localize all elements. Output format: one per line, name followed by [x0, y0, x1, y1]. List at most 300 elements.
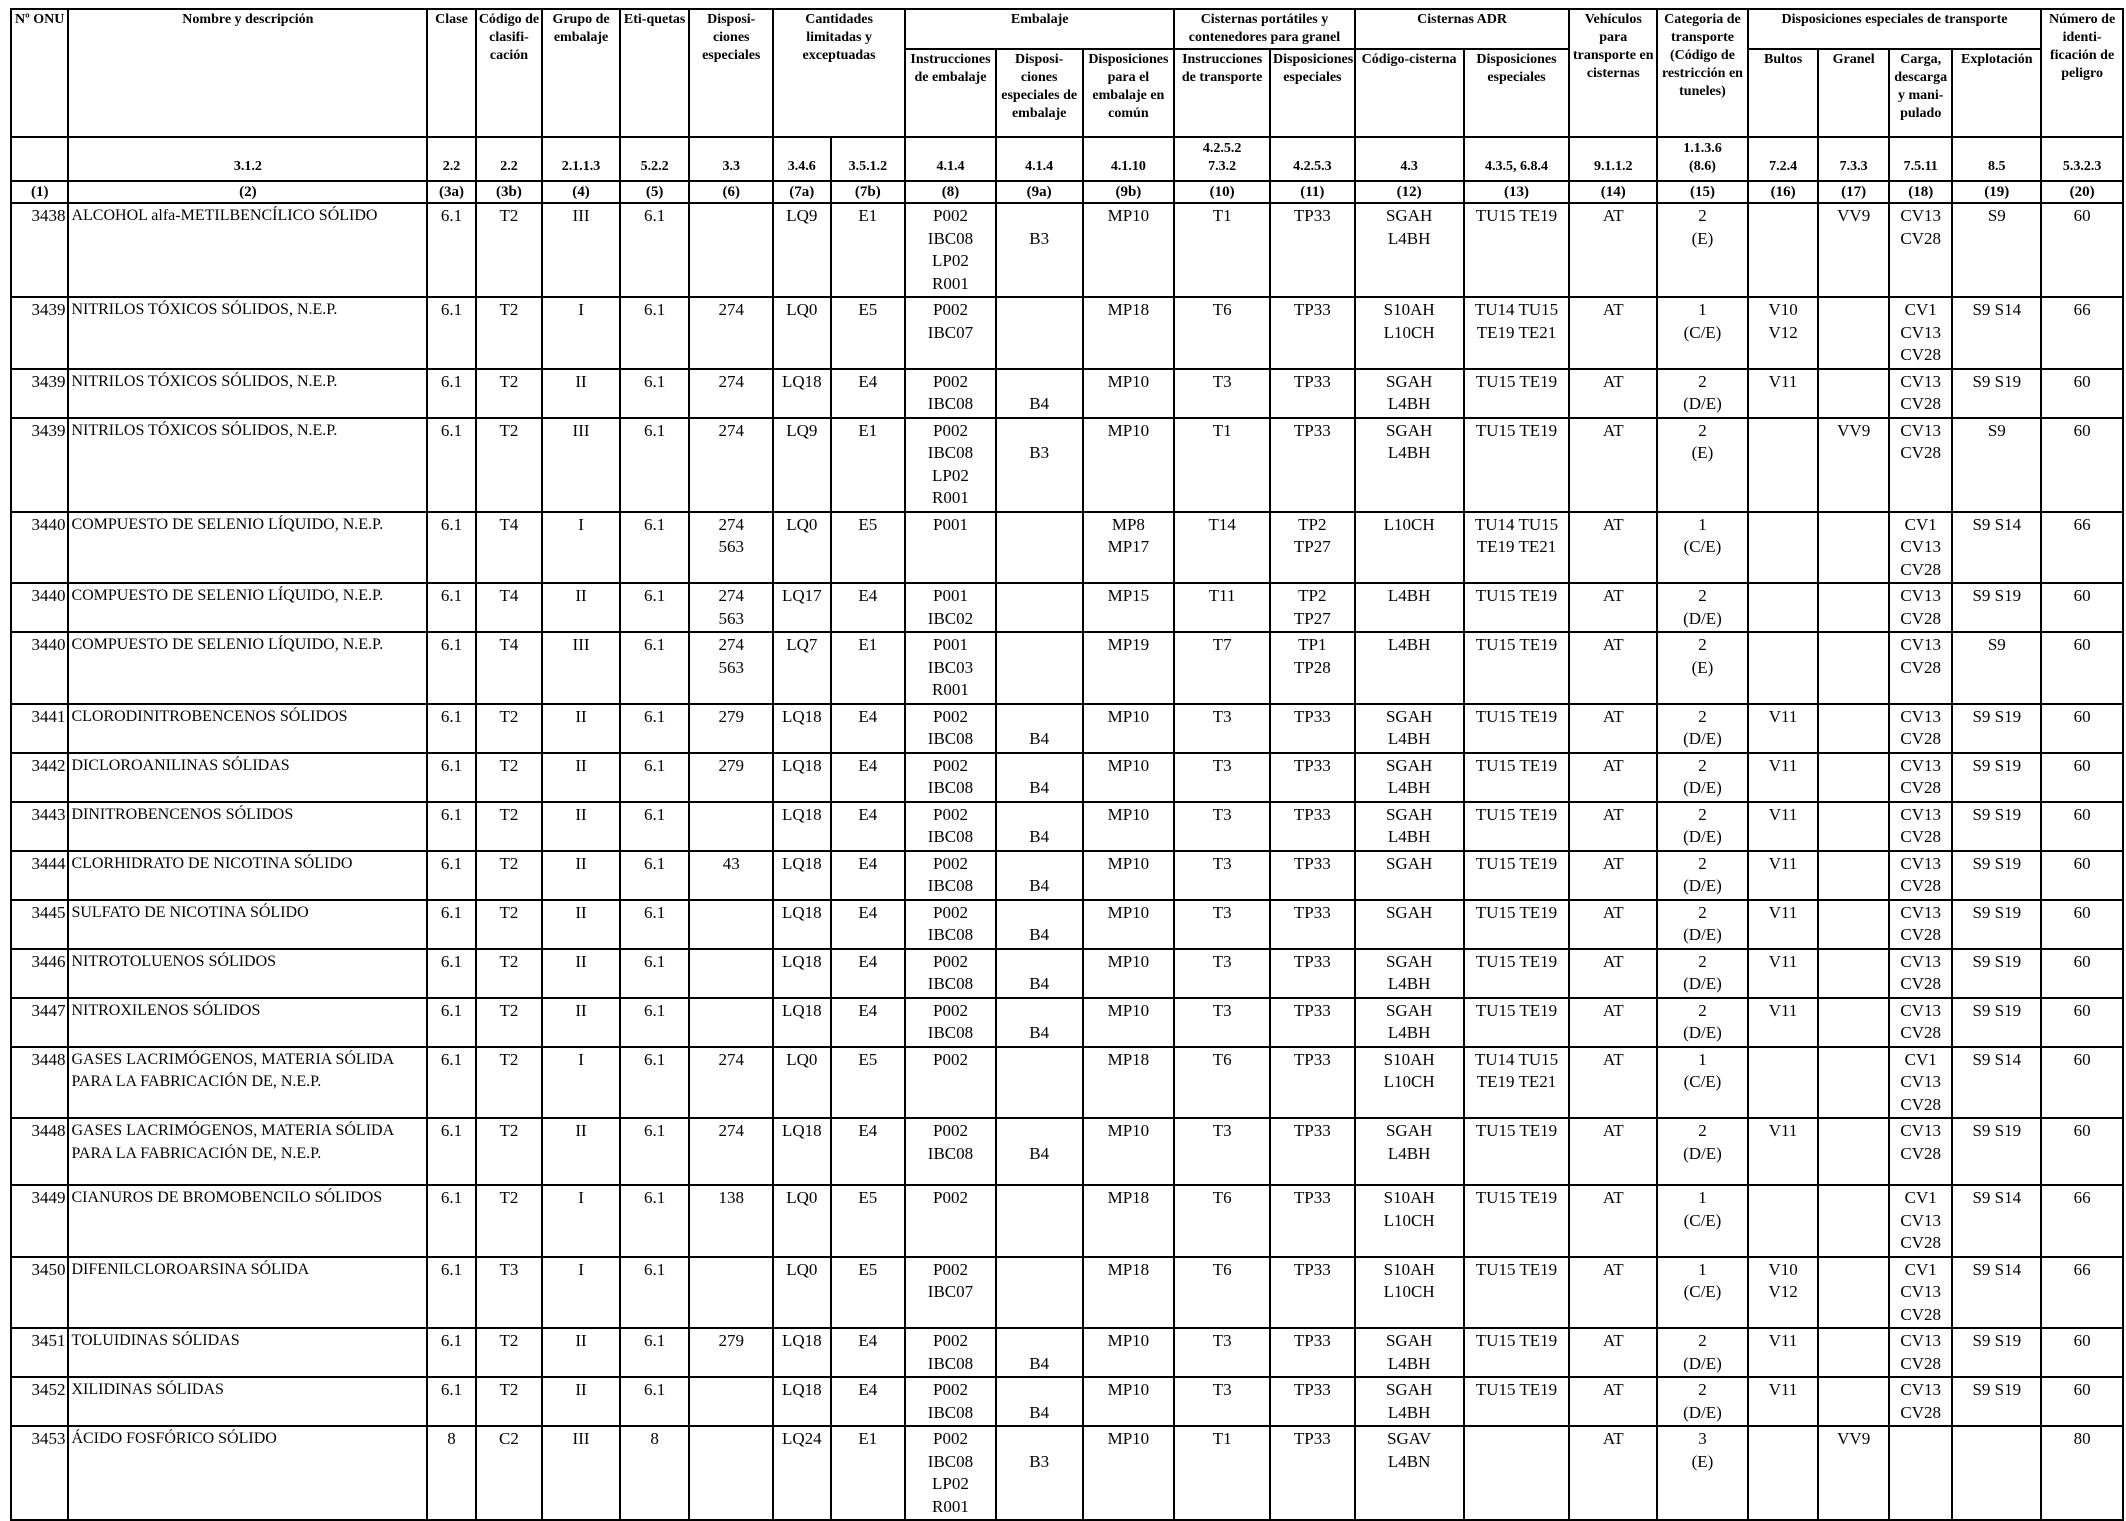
cell-adr-special-provisions: TU15 TE19 [1464, 369, 1570, 418]
cell-packing-instructions: P002 IBC07 [905, 297, 996, 369]
cell-classification-code: T2 [476, 949, 543, 998]
cell-transport-category: 3 (E) [1657, 1426, 1748, 1520]
cell-packing-instructions: P002 [905, 1185, 996, 1257]
cell-transport-instructions: T6 [1174, 1257, 1270, 1329]
cell-mixed-packing: MP10 [1083, 1118, 1175, 1185]
header-tank-code: Código-cisterna [1355, 49, 1464, 137]
cell-limited-quantity: LQ0 [773, 512, 830, 584]
cell-transport-category: 2 (D/E) [1657, 753, 1748, 802]
table-row [11, 851, 2123, 900]
column-number-cell: (12) [1355, 181, 1464, 203]
cell-substance-name: NITROXILENOS SÓLIDOS [68, 998, 427, 1047]
cell-class: 6.1 [427, 851, 475, 900]
cell-class: 6.1 [427, 512, 475, 584]
cell-class: 6.1 [427, 297, 475, 369]
cell-class: 6.1 [427, 418, 475, 512]
cell-adr-special-provisions: TU15 TE19 [1464, 1377, 1570, 1426]
cell-transport-category: 2 (D/E) [1657, 900, 1748, 949]
cell-tank-vehicle: AT [1569, 1426, 1657, 1520]
header-bulk: Granel [1818, 49, 1889, 137]
reference-cell: 3.5.1.2 [831, 137, 906, 181]
cell-tank-code: SGAH L4BH [1355, 753, 1464, 802]
cell-bulk-provisions: VV9 [1818, 1426, 1889, 1520]
cell-tank-vehicle: AT [1569, 949, 1657, 998]
cell-hazard-number: 60 [2041, 900, 2123, 949]
cell-portable-special-provisions: TP33 [1270, 851, 1355, 900]
cell-hazard-number: 60 [2041, 704, 2123, 753]
cell-packing-group: I [542, 1185, 620, 1257]
cell-hazard-number: 60 [2041, 1047, 2123, 1119]
cell-bulk-provisions [1818, 998, 1889, 1047]
cell-packing-group: II [542, 369, 620, 418]
cell-class: 6.1 [427, 1047, 475, 1119]
cell-packing-special-provisions [996, 1185, 1083, 1257]
cell-adr-special-provisions: TU15 TE19 [1464, 753, 1570, 802]
reference-cell: 3.1.2 [68, 137, 427, 181]
cell-classification-code: T2 [476, 851, 543, 900]
cell-transport-instructions: T6 [1174, 1047, 1270, 1119]
cell-mixed-packing: MP10 [1083, 949, 1175, 998]
cell-bulk-provisions [1818, 369, 1889, 418]
header-transport-instructions: Instrucciones de transporte [1174, 49, 1270, 137]
cell-packing-instructions: P002 IBC08 [905, 1328, 996, 1377]
column-number-cell: (10) [1174, 181, 1270, 203]
column-number-cell: (9a) [996, 181, 1083, 203]
cell-hazard-number: 60 [2041, 1377, 2123, 1426]
cell-excepted-quantity: E4 [831, 851, 906, 900]
cell-special-provisions: 279 [689, 704, 773, 753]
cell-labels: 6.1 [620, 704, 690, 753]
cell-packing-group: I [542, 512, 620, 584]
reference-cell: 7.5.11 [1889, 137, 1953, 181]
reference-cell: 4.2.5.2 7.3.2 [1174, 137, 1270, 181]
cell-transport-instructions: T6 [1174, 297, 1270, 369]
header-group-transport-provisions: Disposiciones especiales de transporte [1748, 9, 2041, 49]
cell-onu-number: 3443 [11, 802, 68, 851]
cell-operation-provisions: S9 S19 [1952, 851, 2041, 900]
cell-tank-code: SGAH L4BH [1355, 1328, 1464, 1377]
cell-labels: 6.1 [620, 802, 690, 851]
cell-portable-special-provisions: TP33 [1270, 1377, 1355, 1426]
cell-hazard-number: 60 [2041, 369, 2123, 418]
column-number-cell: (5) [620, 181, 690, 203]
column-number-cell: (20) [2041, 181, 2123, 203]
column-number-cell: (6) [689, 181, 773, 203]
cell-onu-number: 3440 [11, 632, 68, 704]
cell-loading-provisions: CV13 CV28 [1889, 802, 1953, 851]
header-labels: Eti-quetas [620, 9, 690, 137]
cell-special-provisions: 274 [689, 1047, 773, 1119]
cell-packing-group: II [542, 802, 620, 851]
cell-bulk-provisions [1818, 632, 1889, 704]
cell-special-provisions [689, 949, 773, 998]
reference-cell: 7.2.4 [1748, 137, 1819, 181]
cell-substance-name: COMPUESTO DE SELENIO LÍQUIDO, N.E.P. [68, 632, 427, 704]
cell-packing-group: II [542, 949, 620, 998]
cell-substance-name: NITRILOS TÓXICOS SÓLIDOS, N.E.P. [68, 369, 427, 418]
cell-packing-group: III [542, 632, 620, 704]
cell-excepted-quantity: E4 [831, 753, 906, 802]
cell-class: 6.1 [427, 632, 475, 704]
cell-excepted-quantity: E4 [831, 369, 906, 418]
cell-adr-special-provisions: TU15 TE19 [1464, 632, 1570, 704]
cell-hazard-number: 66 [2041, 1257, 2123, 1329]
cell-loading-provisions: CV13 CV28 [1889, 1328, 1953, 1377]
cell-mixed-packing: MP18 [1083, 1047, 1175, 1119]
cell-mixed-packing: MP15 [1083, 583, 1175, 632]
cell-loading-provisions: CV13 CV28 [1889, 998, 1953, 1047]
column-number-cell: (3a) [427, 181, 475, 203]
cell-loading-provisions: CV13 CV28 [1889, 753, 1953, 802]
cell-bulk-provisions [1818, 1377, 1889, 1426]
table-row [11, 1185, 2123, 1257]
cell-adr-special-provisions: TU15 TE19 [1464, 998, 1570, 1047]
references-row [11, 137, 2123, 181]
cell-packing-group: II [542, 704, 620, 753]
table-row [11, 753, 2123, 802]
cell-loading-provisions: CV1 CV13 CV28 [1889, 297, 1953, 369]
cell-loading-provisions: CV13 CV28 [1889, 851, 1953, 900]
cell-onu-number: 3448 [11, 1118, 68, 1185]
reference-cell: 1.1.3.6 (8.6) [1657, 137, 1748, 181]
table-row [11, 900, 2123, 949]
reference-cell: 3.4.6 [773, 137, 830, 181]
cell-mixed-packing: MP10 [1083, 369, 1175, 418]
cell-tank-vehicle: AT [1569, 998, 1657, 1047]
header-adr-special-provisions: Disposiciones especiales [1464, 49, 1570, 137]
cell-labels: 6.1 [620, 1377, 690, 1426]
cell-excepted-quantity: E5 [831, 297, 906, 369]
cell-transport-instructions: T1 [1174, 418, 1270, 512]
cell-packing-special-provisions: B4 [996, 704, 1083, 753]
cell-portable-special-provisions: TP33 [1270, 369, 1355, 418]
cell-onu-number: 3451 [11, 1328, 68, 1377]
cell-packing-group: II [542, 583, 620, 632]
cell-labels: 6.1 [620, 583, 690, 632]
cell-transport-category: 2 (D/E) [1657, 802, 1748, 851]
cell-special-provisions: 279 [689, 753, 773, 802]
cell-transport-category: 2 (D/E) [1657, 704, 1748, 753]
cell-transport-instructions: T3 [1174, 998, 1270, 1047]
cell-loading-provisions: CV13 CV28 [1889, 632, 1953, 704]
header-portable-special-provisions: Disposiciones especiales [1270, 49, 1355, 137]
cell-transport-category: 2 (D/E) [1657, 851, 1748, 900]
cell-hazard-number: 66 [2041, 512, 2123, 584]
cell-bulk-provisions [1818, 512, 1889, 584]
cell-substance-name: GASES LACRIMÓGENOS, MATERIA SÓLIDA PARA LA FABRICACIÓN DE, N.E.P. [68, 1118, 427, 1185]
cell-bulk-provisions [1818, 851, 1889, 900]
table-row [11, 297, 2123, 369]
cell-operation-provisions: S9 S19 [1952, 753, 2041, 802]
cell-loading-provisions: CV13 CV28 [1889, 900, 1953, 949]
cell-excepted-quantity: E4 [831, 998, 906, 1047]
table-row [11, 418, 2123, 512]
header-onu-number: Nº ONU [11, 9, 68, 137]
dangerous-goods-table [10, 8, 2124, 1521]
cell-class: 6.1 [427, 1118, 475, 1185]
cell-packages-provisions: V11 [1748, 900, 1819, 949]
cell-tank-vehicle: AT [1569, 418, 1657, 512]
reference-cell: 8.5 [1952, 137, 2041, 181]
cell-hazard-number: 60 [2041, 1118, 2123, 1185]
cell-special-provisions [689, 900, 773, 949]
cell-onu-number: 3442 [11, 753, 68, 802]
column-number-cell: (7a) [773, 181, 830, 203]
cell-substance-name: COMPUESTO DE SELENIO LÍQUIDO, N.E.P. [68, 583, 427, 632]
cell-onu-number: 3439 [11, 297, 68, 369]
cell-transport-category: 2 (D/E) [1657, 583, 1748, 632]
column-number-cell: (7b) [831, 181, 906, 203]
cell-loading-provisions: CV13 CV28 [1889, 704, 1953, 753]
cell-packages-provisions: V11 [1748, 753, 1819, 802]
cell-portable-special-provisions: TP33 [1270, 704, 1355, 753]
cell-mixed-packing: MP10 [1083, 851, 1175, 900]
cell-packing-special-provisions [996, 583, 1083, 632]
cell-excepted-quantity: E5 [831, 1185, 906, 1257]
cell-transport-instructions: T3 [1174, 704, 1270, 753]
cell-tank-vehicle: AT [1569, 900, 1657, 949]
cell-mixed-packing: MP10 [1083, 802, 1175, 851]
cell-loading-provisions: CV1 CV13 CV28 [1889, 1257, 1953, 1329]
column-number-cell: (2) [68, 181, 427, 203]
cell-adr-special-provisions: TU15 TE19 [1464, 704, 1570, 753]
cell-loading-provisions: CV1 CV13 CV28 [1889, 512, 1953, 584]
cell-limited-quantity: LQ18 [773, 704, 830, 753]
cell-tank-code: SGAH L4BH [1355, 418, 1464, 512]
cell-packages-provisions: V11 [1748, 369, 1819, 418]
cell-classification-code: T2 [476, 900, 543, 949]
cell-classification-code: T4 [476, 583, 543, 632]
cell-packing-group: II [542, 753, 620, 802]
cell-onu-number: 3439 [11, 418, 68, 512]
cell-classification-code: T2 [476, 203, 543, 297]
cell-operation-provisions: S9 S19 [1952, 369, 2041, 418]
column-number-cell: (1) [11, 181, 68, 203]
cell-classification-code: T2 [476, 802, 543, 851]
column-number-cell: (8) [905, 181, 996, 203]
cell-labels: 6.1 [620, 900, 690, 949]
cell-labels: 6.1 [620, 1118, 690, 1185]
cell-transport-instructions: T3 [1174, 753, 1270, 802]
cell-onu-number: 3440 [11, 512, 68, 584]
cell-hazard-number: 60 [2041, 418, 2123, 512]
cell-class: 6.1 [427, 949, 475, 998]
cell-transport-category: 2 (D/E) [1657, 1328, 1748, 1377]
cell-special-provisions [689, 203, 773, 297]
cell-adr-special-provisions: TU15 TE19 [1464, 1257, 1570, 1329]
cell-limited-quantity: LQ18 [773, 998, 830, 1047]
cell-tank-code: S10AH L10CH [1355, 1047, 1464, 1119]
cell-packages-provisions [1748, 1047, 1819, 1119]
cell-transport-instructions: T7 [1174, 632, 1270, 704]
cell-special-provisions [689, 1426, 773, 1520]
header-hazard-number: Número de identi-ficación de peligro [2041, 9, 2123, 137]
cell-substance-name: CLORHIDRATO DE NICOTINA SÓLIDO [68, 851, 427, 900]
column-number-cell: (14) [1569, 181, 1657, 203]
cell-operation-provisions: S9 S19 [1952, 1118, 2041, 1185]
cell-classification-code: T2 [476, 753, 543, 802]
cell-adr-special-provisions: TU14 TU15 TE19 TE21 [1464, 1047, 1570, 1119]
table-row [11, 998, 2123, 1047]
cell-adr-special-provisions: TU15 TE19 [1464, 900, 1570, 949]
cell-packing-instructions: P002 IBC08 [905, 1377, 996, 1426]
header-tank-vehicles: Vehículos para transporte en cisternas [1569, 9, 1657, 137]
cell-packages-provisions: V11 [1748, 998, 1819, 1047]
cell-packages-provisions [1748, 418, 1819, 512]
cell-packing-special-provisions: B4 [996, 851, 1083, 900]
cell-excepted-quantity: E4 [831, 1118, 906, 1185]
cell-transport-instructions: T3 [1174, 949, 1270, 998]
cell-packing-instructions: P002 IBC08 [905, 851, 996, 900]
reference-cell: 3.3 [689, 137, 773, 181]
cell-transport-instructions: T14 [1174, 512, 1270, 584]
cell-transport-instructions: T3 [1174, 369, 1270, 418]
cell-mixed-packing: MP10 [1083, 900, 1175, 949]
cell-packing-special-provisions: B4 [996, 369, 1083, 418]
cell-classification-code: T2 [476, 1185, 543, 1257]
cell-operation-provisions: S9 [1952, 203, 2041, 297]
cell-substance-name: DICLOROANILINAS SÓLIDAS [68, 753, 427, 802]
cell-tank-code: SGAH [1355, 851, 1464, 900]
cell-transport-category: 1 (C/E) [1657, 1185, 1748, 1257]
cell-substance-name: CLORODINITROBENCENOS SÓLIDOS [68, 704, 427, 753]
cell-substance-name: ÁCIDO FOSFÓRICO SÓLIDO [68, 1426, 427, 1520]
cell-onu-number: 3449 [11, 1185, 68, 1257]
cell-tank-vehicle: AT [1569, 512, 1657, 584]
cell-tank-code: S10AH L10CH [1355, 1257, 1464, 1329]
reference-cell: 4.1.10 [1083, 137, 1175, 181]
cell-packing-special-provisions [996, 512, 1083, 584]
cell-operation-provisions: S9 [1952, 418, 2041, 512]
header-special-provisions: Disposi-ciones especiales [689, 9, 773, 137]
cell-classification-code: T2 [476, 704, 543, 753]
cell-packages-provisions [1748, 1426, 1819, 1520]
cell-bulk-provisions [1818, 753, 1889, 802]
cell-special-provisions: 274 [689, 418, 773, 512]
cell-transport-category: 2 (D/E) [1657, 369, 1748, 418]
cell-portable-special-provisions: TP33 [1270, 900, 1355, 949]
table-row [11, 369, 2123, 418]
cell-loading-provisions: CV13 CV28 [1889, 583, 1953, 632]
cell-class: 6.1 [427, 998, 475, 1047]
cell-labels: 6.1 [620, 949, 690, 998]
cell-packing-instructions: P002 IBC08 LP02 R001 [905, 418, 996, 512]
cell-transport-category: 2 (D/E) [1657, 949, 1748, 998]
cell-packages-provisions: V11 [1748, 949, 1819, 998]
cell-packing-instructions: P002 IBC08 [905, 900, 996, 949]
cell-bulk-provisions [1818, 297, 1889, 369]
cell-packing-special-provisions: B4 [996, 1328, 1083, 1377]
cell-hazard-number: 60 [2041, 203, 2123, 297]
column-number-cell: (15) [1657, 181, 1748, 203]
cell-bulk-provisions: VV9 [1818, 418, 1889, 512]
cell-mixed-packing: MP18 [1083, 1185, 1175, 1257]
header-group-packaging: Embalaje [905, 9, 1174, 49]
column-number-cell: (18) [1889, 181, 1953, 203]
cell-packages-provisions [1748, 512, 1819, 584]
cell-packing-instructions: P002 IBC07 [905, 1257, 996, 1329]
cell-adr-special-provisions: TU15 TE19 [1464, 1185, 1570, 1257]
cell-bulk-provisions [1818, 1185, 1889, 1257]
reference-cell: 2.1.1.3 [542, 137, 620, 181]
cell-limited-quantity: LQ18 [773, 1328, 830, 1377]
cell-loading-provisions: CV1 CV13 CV28 [1889, 1185, 1953, 1257]
cell-packing-special-provisions: B4 [996, 753, 1083, 802]
cell-mixed-packing: MP10 [1083, 998, 1175, 1047]
header-group-adr-tanks: Cisternas ADR [1355, 9, 1570, 49]
table-row [11, 203, 2123, 297]
cell-operation-provisions: S9 S14 [1952, 1047, 2041, 1119]
cell-packages-provisions: V10 V12 [1748, 297, 1819, 369]
cell-substance-name: GASES LACRIMÓGENOS, MATERIA SÓLIDA PARA LA FABRICACIÓN DE, N.E.P. [68, 1047, 427, 1119]
cell-labels: 6.1 [620, 851, 690, 900]
reference-cell: 4.3 [1355, 137, 1464, 181]
cell-transport-category: 2 (D/E) [1657, 1377, 1748, 1426]
cell-packing-instructions: P002 [905, 1047, 996, 1119]
cell-classification-code: T3 [476, 1257, 543, 1329]
cell-packing-group: I [542, 1257, 620, 1329]
cell-tank-vehicle: AT [1569, 1377, 1657, 1426]
cell-packing-group: II [542, 851, 620, 900]
cell-tank-vehicle: AT [1569, 1185, 1657, 1257]
cell-mixed-packing: MP18 [1083, 297, 1175, 369]
cell-onu-number: 3452 [11, 1377, 68, 1426]
cell-packing-group: I [542, 297, 620, 369]
cell-adr-special-provisions: TU15 TE19 [1464, 1118, 1570, 1185]
cell-classification-code: T2 [476, 369, 543, 418]
cell-tank-code: SGAH L4BH [1355, 949, 1464, 998]
cell-labels: 6.1 [620, 1185, 690, 1257]
cell-portable-special-provisions: TP33 [1270, 203, 1355, 297]
cell-transport-instructions: T3 [1174, 802, 1270, 851]
cell-mixed-packing: MP8 MP17 [1083, 512, 1175, 584]
cell-packages-provisions [1748, 583, 1819, 632]
cell-tank-code: SGAH L4BH [1355, 1118, 1464, 1185]
cell-limited-quantity: LQ0 [773, 1257, 830, 1329]
cell-tank-code: S10AH L10CH [1355, 297, 1464, 369]
cell-hazard-number: 60 [2041, 998, 2123, 1047]
cell-limited-quantity: LQ7 [773, 632, 830, 704]
cell-packing-special-provisions: B4 [996, 949, 1083, 998]
cell-mixed-packing: MP18 [1083, 1257, 1175, 1329]
cell-mixed-packing: MP10 [1083, 203, 1175, 297]
header-class: Clase [427, 9, 475, 137]
cell-special-provisions [689, 802, 773, 851]
cell-operation-provisions: S9 S14 [1952, 1185, 2041, 1257]
cell-loading-provisions: CV13 CV28 [1889, 1118, 1953, 1185]
cell-adr-special-provisions: TU15 TE19 [1464, 949, 1570, 998]
cell-packing-instructions: P002 IBC08 [905, 949, 996, 998]
cell-hazard-number: 80 [2041, 1426, 2123, 1520]
cell-adr-special-provisions: TU15 TE19 [1464, 1328, 1570, 1377]
cell-packing-group: I [542, 1047, 620, 1119]
header-packing-group: Grupo de embalaje [542, 9, 620, 137]
cell-class: 8 [427, 1426, 475, 1520]
cell-mixed-packing: MP10 [1083, 1426, 1175, 1520]
cell-class: 6.1 [427, 1185, 475, 1257]
cell-transport-instructions: T11 [1174, 583, 1270, 632]
cell-packages-provisions: V11 [1748, 851, 1819, 900]
cell-bulk-provisions [1818, 1118, 1889, 1185]
cell-tank-code: SGAH L4BH [1355, 203, 1464, 297]
cell-substance-name: TOLUIDINAS SÓLIDAS [68, 1328, 427, 1377]
cell-classification-code: T2 [476, 418, 543, 512]
cell-bulk-provisions [1818, 802, 1889, 851]
page [10, 8, 2124, 1521]
cell-hazard-number: 60 [2041, 949, 2123, 998]
cell-packing-special-provisions [996, 632, 1083, 704]
cell-labels: 6.1 [620, 418, 690, 512]
